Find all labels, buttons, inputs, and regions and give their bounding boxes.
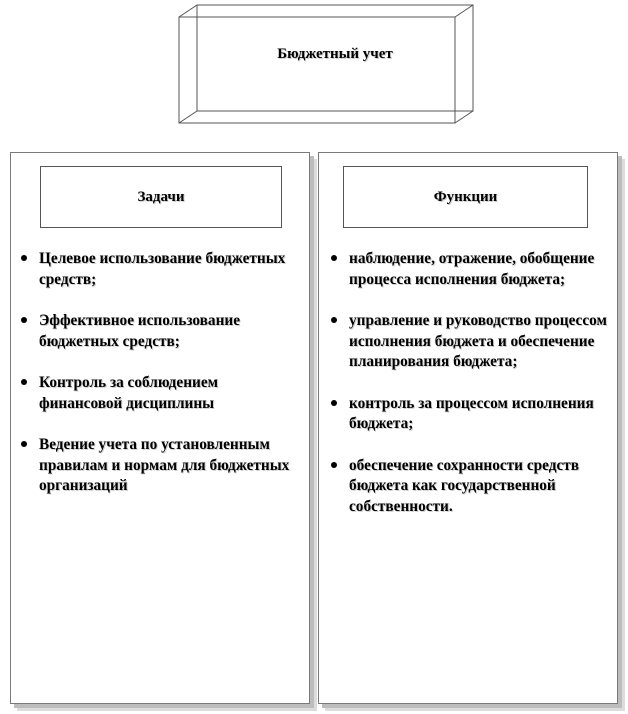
list-item [331,249,613,290]
bullet-icon [331,255,337,261]
functions-header: Функции [343,166,588,228]
list-item-text: управление и руководство процессом исполнения бюджета и обеспечение планирования бюджета; [349,312,607,370]
bullet-icon [21,379,27,385]
list-item [331,456,613,518]
list-item-text: обеспечение сохранности средств бюджета как государственной собственности. [349,456,580,515]
list-item-text: контроль за процессом исполнения бюджета; [349,394,594,432]
list-item-text: Контроль за соблюдением финансовой дисциплины [39,374,219,412]
list-item-text: Целевое использование бюджетных средств; [39,250,286,288]
tasks-list [21,249,291,518]
list-item-text: наблюдение, отражение, обобщение процесса исполнения бюджета; [349,250,595,288]
tasks-header: Задачи [40,166,282,228]
list-item-text: Ведение учета по установленным правилам и нормам для бюджетных организаций [39,436,290,494]
bullet-icon [331,317,337,323]
bullet-icon [331,400,337,406]
list-item [21,373,291,414]
bullet-icon [21,441,27,447]
bullet-icon [21,317,27,323]
list-item-text: Эффективное использование бюджетных средств; [39,312,240,350]
diagram-title: Бюджетный учет [277,46,393,62]
list-item [21,435,291,497]
list-item [331,311,613,373]
list-item [21,311,291,352]
list-item [331,394,613,435]
tasks-panel [10,152,310,704]
functions-panel [318,152,618,704]
functions-list [331,249,613,538]
bullet-icon [21,255,27,261]
list-item [21,249,291,290]
bullet-icon [331,462,337,468]
